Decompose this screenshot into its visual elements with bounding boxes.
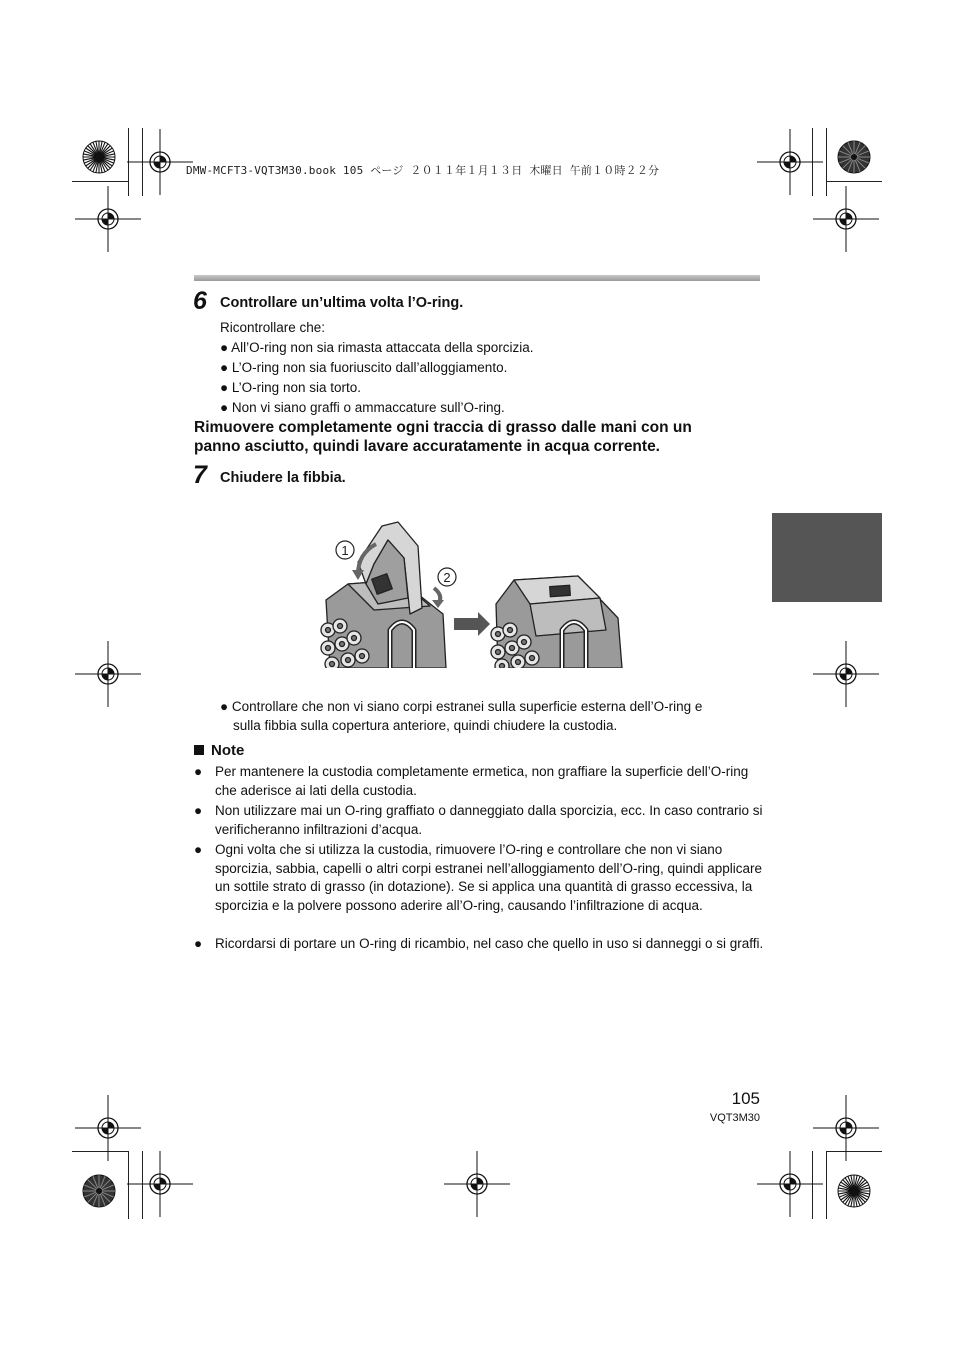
grease-warning-line: panno asciutto, quindi lavare accuratamente in acqua corrente. [194,437,660,455]
note-item-text: Ogni volta che si utilizza la custodia, rimuovere l’O-ring e controllare che non vi siano sporcizia, sabbia, capelli o altri corpi estranei nell’alloggiamento dell’O-ring, quindi applicare un sottile strato di grasso (in dotazione). Se si applica una quantità di grasso eccessiva, la sporcizia e la polvere possono aderire all’O-ring, causando l’infiltrazione di acqua. [215,842,763,913]
step-7-title: Chiudere la fibbia. [220,470,346,486]
callout-2-label: 2 [443,570,451,585]
model-code: VQT3M30 [709,1112,760,1124]
step-7-bullet [220,697,702,716]
bullet-dot: ● [220,699,229,714]
step-6-intro: Ricontrollare che: [220,320,326,335]
callout-1-label: 1 [341,543,349,558]
side-tab [772,513,882,602]
grease-warning-line: Rimuovere completamente ogni traccia di grasso dalle mani con un [194,419,692,436]
bullet-dot: ● [220,360,229,375]
step-7-bullet-cont: sulla fibbia sulla copertura anteriore, quindi chiudere la custodia. [233,718,618,733]
bullet-dot: ● [194,842,203,857]
step-6-bullet [220,358,507,377]
note-item [194,763,764,800]
bullet-dot: ● [194,803,203,818]
buckle-illustration [318,518,630,670]
note-item-text: Non utilizzare mai un O-ring graffiato o danneggiato dalla sporcizia, ecc. In caso contrario si verificheranno infiltrazioni d’acqua. [215,803,763,837]
note-heading [194,742,244,759]
print-header: DMW-MCFT3-VQT3M30.book 105 ページ ２０１１年１月１３日 木曜日 午前１０時２２分 [186,164,660,177]
note-item [194,841,764,915]
bullet-dot: ● [220,340,229,355]
step-7-number: 7 [193,461,207,489]
note-item-text: Ricordarsi di portare un O-ring di ricambio, nel caso che quello in uso si danneggi o si graffi. [215,936,764,951]
bullet-dot: ● [220,380,229,395]
bullet-dot: ● [194,936,203,951]
step-6-bullet-text: All’O-ring non sia rimasta attaccata della sporcizia. [231,340,534,355]
step-6-bullet [220,338,534,357]
note-square-icon [194,745,204,755]
note-item-text: Per mantenere la custodia completamente ermetica, non graffiare la superficie dell’O-ring che aderisce ai lati della custodia. [215,764,749,798]
grease-warning [194,419,692,456]
section-rule [194,275,760,281]
note-item [194,802,764,839]
step-6-bullet [220,378,361,397]
bullet-dot: ● [194,764,203,779]
step-6-bullet-text: L’O-ring non sia torto. [231,380,361,395]
step-6-number: 6 [193,287,207,315]
note-item [194,935,764,954]
step-6-bullet [220,398,505,417]
step-6-bullet-text: Non vi siano graffi o ammaccature sull’O-ring. [231,400,505,415]
bullet-dot: ● [220,400,229,415]
step-6-title: Controllare un’ultima volta l’O-ring. [220,295,464,311]
step-6-bullet-text: L’O-ring non sia fuoriuscito dall’alloggiamento. [231,360,508,375]
step-7-bullet-text: Controllare che non vi siano corpi estranei sulla superficie esterna dell’O-ring e [231,699,703,714]
page-number: 105 [731,1089,760,1108]
note-heading-text: Note [211,742,245,759]
